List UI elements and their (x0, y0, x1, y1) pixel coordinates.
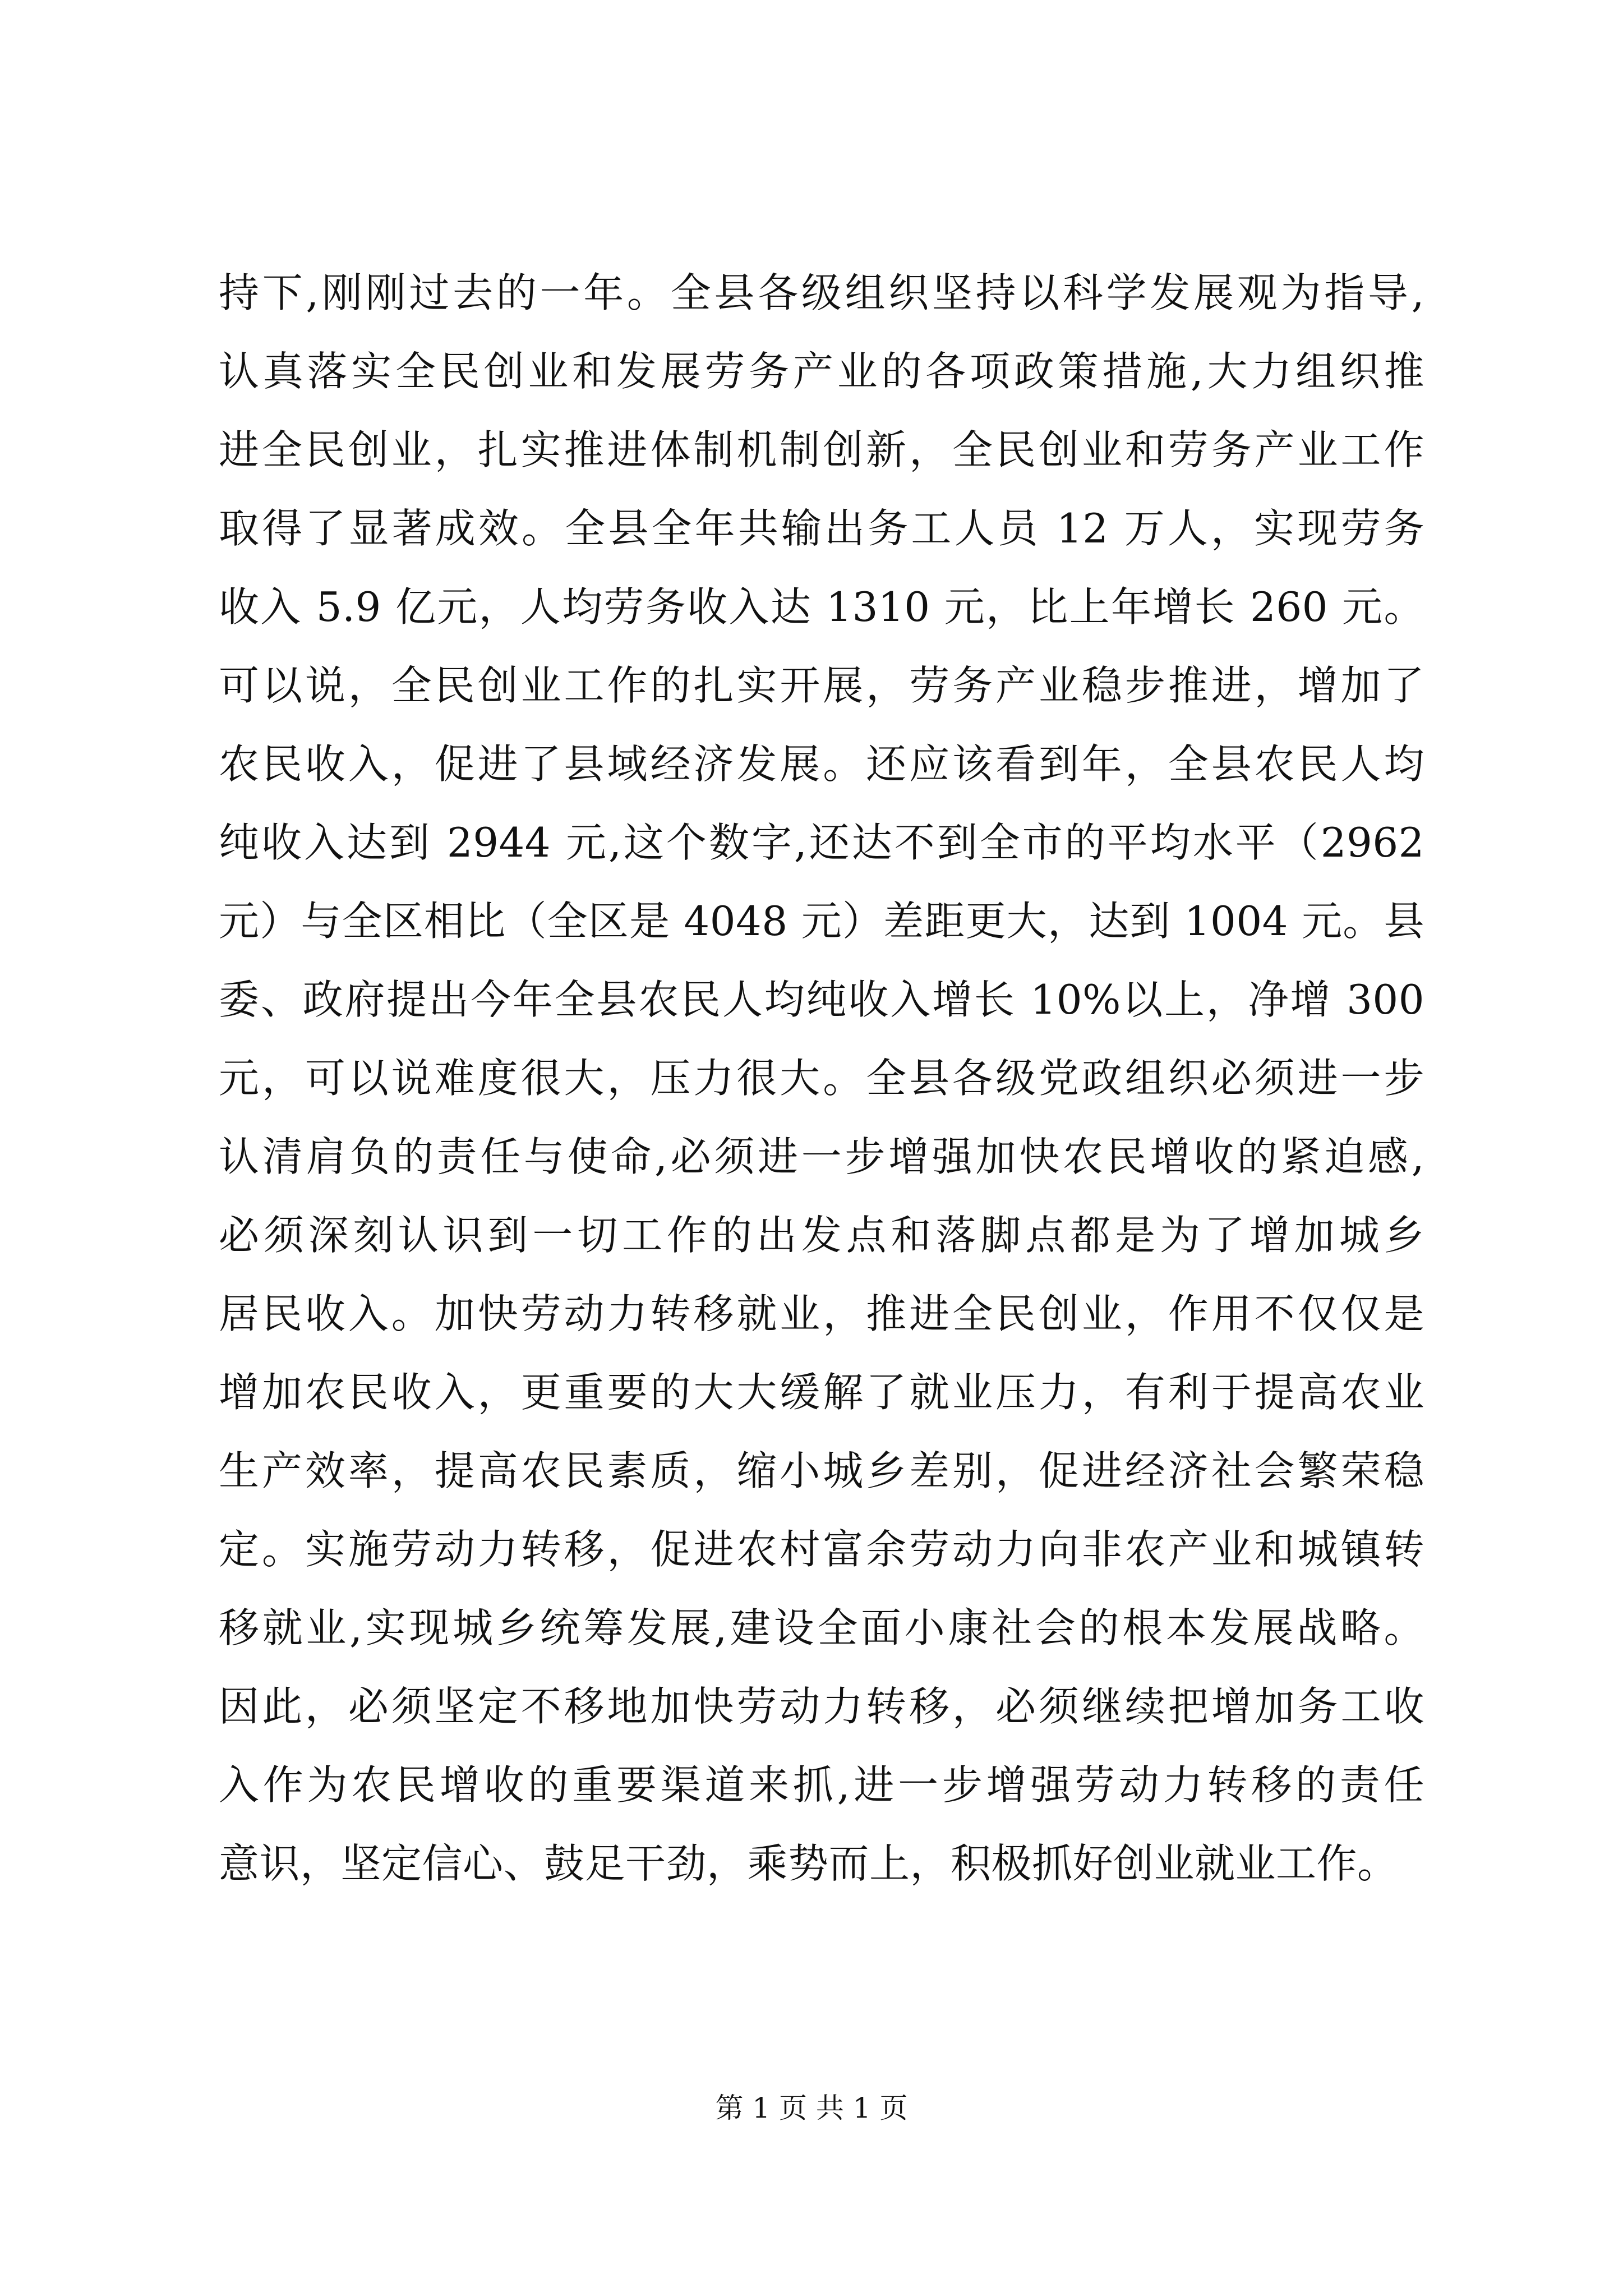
text-line: 农民收入，促进了县域经济发展。还应该看到年，全县农民人均 (219, 740, 1424, 788)
text-line: 定。实施劳动力转移，促进农村富余劳动力向非农产业和城镇转 (219, 1526, 1424, 1573)
text-line: 意识，坚定信心、鼓足干劲，乘势而上，积极抓好创业就业工作。 (219, 1840, 1398, 1887)
text-line: 生产效率，提高农民素质，缩小城乡差别，促进经济社会繁荣稳 (219, 1447, 1424, 1494)
text-line: 认真落实全民创业和发展劳务产业的各项政策措施,大力组织推 (219, 348, 1424, 395)
text-line: 移就业,实现城乡统筹发展,建设全面小康社会的根本发展战略。 (219, 1604, 1424, 1651)
text-line: 因此，必须坚定不移地加快劳动力转移，必须继续把增加务工收 (219, 1683, 1424, 1730)
text-line: 委、政府提出今年全县农民人均纯收入增长 10%以上，净增 300 (219, 976, 1424, 1023)
text-line: 元，可以说难度很大，压力很大。全县各级党政组织必须进一步 (219, 1055, 1424, 1102)
text-line: 元）与全区相比（全区是 4048 元）差距更大，达到 1004 元。县 (219, 898, 1424, 945)
text-line: 收入 5.9 亿元，人均劳务收入达 1310 元，比上年增长 260 元。 (219, 583, 1424, 631)
text-line: 入作为农民增收的重要渠道来抓,进一步增强劳动力转移的责任 (219, 1761, 1424, 1809)
text-line: 居民收入。加快劳动力转移就业，推进全民创业，作用不仅仅是 (219, 1290, 1424, 1337)
text-line: 增加农民收入，更重要的大大缓解了就业压力，有利于提高农业 (219, 1369, 1424, 1416)
text-line: 持下,刚刚过去的一年。全县各级组织坚持以科学发展观为指导, (219, 269, 1424, 316)
text-line: 可以说，全民创业工作的扎实开展，劳务产业稳步推进，增加了 (219, 662, 1424, 709)
text-line: 认清肩负的责任与使命,必须进一步增强加快农民增收的紧迫感, (219, 1133, 1424, 1180)
text-line: 必须深刻认识到一切工作的出发点和落脚点都是为了增加城乡 (219, 1212, 1424, 1259)
page-number-footer: 第 1 页 共 1 页 (715, 2092, 908, 2124)
text-line: 进全民创业，扎实推进体制机制创新，全民创业和劳务产业工作 (219, 426, 1424, 473)
text-line: 纯收入达到 2944 元,这个数字,还达不到全市的平均水平（2962 (219, 819, 1424, 866)
text-line: 取得了显著成效。全县全年共输出务工人员 12 万人，实现劳务 (219, 505, 1424, 552)
body-text (219, 254, 1424, 1903)
